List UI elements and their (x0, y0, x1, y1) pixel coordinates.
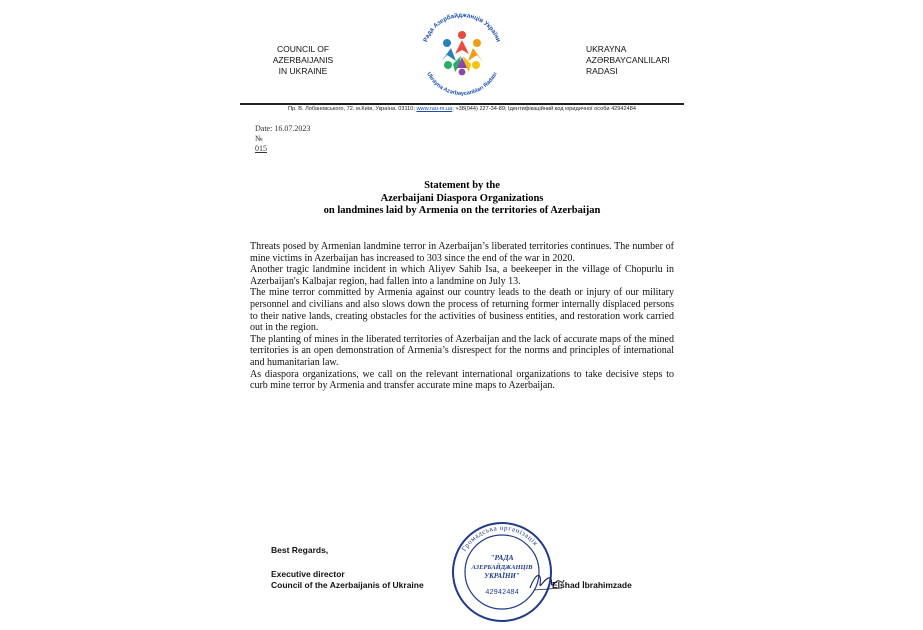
org-right-line: AZƏRBAYCANLILARI (586, 55, 670, 65)
body-paragraph: The planting of mines in the liberated territories of Azerbaijan and the lack of accurate maps of the mined territories is an open demonstration of Armenia’s disrespect for the norms and principles of international and humanitarian law. (250, 333, 674, 368)
document-meta (255, 124, 310, 154)
document-number-value: 015 (255, 144, 267, 153)
body-paragraph: As diaspora organizations, we call on the relevant international organizations to take decisive steps to curb mine terror by Armenia and transfer accurate mine maps to Azerbaijan. (250, 368, 674, 392)
logo-arc-bottom-text: Ukrayna Azərbaycanlıları Radası (425, 71, 499, 98)
title-line: on landmines laid by Armenia on the territories of Azerbaijan (323, 205, 601, 216)
document-date: Date: 16.07.2023 (255, 124, 311, 133)
address-line (240, 106, 684, 112)
address-part: ; +38(044) 227-34-89; Ідентифікаційний код юридичної особи 42942484 (452, 106, 636, 112)
stamp-center-line: "РАДА (490, 553, 514, 562)
logo-arc-top-text: Рада Азербайджанців України (422, 11, 502, 44)
website-link[interactable]: www.rau-m.ua (416, 106, 453, 112)
document-number-prefix: № (255, 134, 263, 143)
body-paragraph: Another tragic landmine incident in which Aliyev Sahib Isa, a beekeeper in the village of Chopurlu in Azerbaijan's Kalbajar region, had fallen into a landmine on July 13. (250, 264, 674, 287)
title-line: Statement by the (424, 180, 500, 191)
svg-text:Громадська організація (460, 524, 540, 553)
header-divider (240, 103, 684, 105)
closing-regards: Best Regards, (271, 545, 329, 555)
body-paragraph: The mine terror committed by Armenia against our country leads to the death or injury of our military personnel and civilians and also slows down the process of returning former internally displaced persons to their native lands, creating obstacles for the activities of business entities, and restoration work carried out in the region. (250, 287, 674, 334)
statement-body (250, 241, 674, 392)
document-number (255, 134, 310, 154)
org-name-left (258, 44, 348, 77)
title-line: Azerbaijani Diaspora Organizations (380, 192, 544, 204)
signatory-role: Executive director (271, 569, 345, 579)
signatory-block (271, 569, 424, 591)
address-part: Пр. В. Лобановського, 72. м.Київ, Україна. 03110; (288, 106, 415, 112)
body-paragraph: Threats posed by Armenian landmine terror in Azerbaijan’s liberated territories continues. The number of mine victims in Azerbaijan has increased to 303 since the end of the war in 2020. (250, 241, 674, 264)
org-right-line: RADASI (586, 66, 618, 76)
organization-logo (411, 8, 513, 100)
document-page (228, 8, 696, 626)
stamp-ring-text: Громадська організація (460, 523, 540, 553)
org-left-line: COUNCIL OF (276, 44, 330, 54)
org-left-line: IN UKRAINE (278, 66, 328, 76)
org-right-line: UKRAYNA (586, 44, 627, 54)
org-left-line: AZERBAIJANIS (272, 55, 334, 65)
signatory-organization: Council of the Azerbaijanis of Ukraine (271, 580, 424, 590)
stamp-center-line: УКРАЇНИ" (484, 572, 520, 580)
statement-title (228, 180, 696, 218)
signer-name: Elshad İbrahimzade (552, 580, 632, 590)
org-name-right (586, 44, 681, 77)
stamp-center-line: АЗЕРБАЙДЖАНЦІВ (471, 564, 533, 571)
stamp-code: 42942484 (485, 589, 519, 597)
